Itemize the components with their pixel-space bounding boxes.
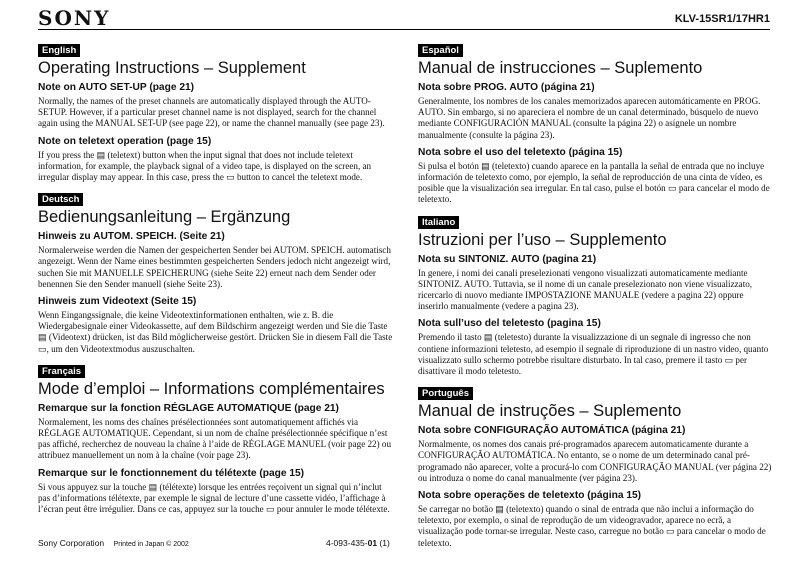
note-title: Note on AUTO SET-UP (page 21) <box>38 82 195 93</box>
note-body: Wenn Eingangssignale, die keine Videotextinformationen enthalten, wie z. B. die Wiedergabesignale einer Videokassette, auf dem Bildschirm angezeigt werden und Sie die Taste ▤ (Videotext) drücken, ist das Bild möglicherweise gestört. Drücken Sie in diesem Fall die Taste ▭, um den Videotextmodus auszuschalten. <box>38 310 393 354</box>
language-tag: Deutsch <box>38 193 83 206</box>
note-title: Remarque sur le fonctionnement du télétexte (page 15) <box>38 467 305 479</box>
section-title: Istruzioni per l’uso – Supplemento <box>418 230 667 249</box>
part-number-prefix: 4-093-435- <box>326 538 368 548</box>
section-deutsch <box>38 189 396 355</box>
sony-logo: SONY <box>38 6 111 30</box>
printed-note: Printed in Japan © 2002 <box>113 541 189 548</box>
note-title: Nota sobre CONFIGURAÇÃO AUTOMÁTICA (página 21) <box>418 425 686 437</box>
note-title: Nota sobre operações de teletexto (página 15) <box>418 490 642 502</box>
language-tag: Italiano <box>418 216 459 229</box>
note-title: Hinweis zu AUTOM. SPEICH. (Seite 21) <box>38 231 225 243</box>
note-title: Note on teletext operation (page 15) <box>38 135 212 147</box>
note-body: If you press the ▤ (teletext) button when the input signal that does not include teletext information, for example, the playback signal of a video tape, is displayed on the screen, an irregular display may appear. In this case, press the ▭ button to cancel the teletext mode. <box>38 149 372 183</box>
section-title: Operating Instructions – Supplement <box>38 59 306 77</box>
language-tag: English <box>38 44 80 57</box>
section-italiano <box>418 212 776 378</box>
note-body: Normalmente, os nomes dos canais pré-programados aparecem automaticamente durante a CONFIGURAÇÃO AUTOMÁTICA. No entanto, se o nome de um determinado canal pré-programado não aparecer, volte a procurá-lo com CONFIGURAÇÃO MANUAL (ver página 22) ou introduza o nome do canal manualmente (ver página 23). <box>418 439 772 483</box>
footer-part-number <box>326 538 390 548</box>
footer-company <box>38 538 189 548</box>
note-body: In genere, i nomi dei canali preselezionati vengono visualizzati automaticamente mediante SINTONIZ. AUTO. Tuttavia, se il nome di un canale preselezionato non viene visualizzato, ricercarlo di nuovo mediante IMPOSTAZIONE MANUALE (vedere a pagina 22) oppure inserirlo manualmente (vedere a pagina 23). <box>418 267 753 312</box>
note-body: Se carregar no botão ▤ (teletexto) quando o sinal de entrada que não inclui a informação do teletexto, por exemplo, o sinal de reprodução de um videogravador, aparece no ecrã, a visualização pode tornar-se irregular. Neste caso, carregue no botão ▭ para cancelar o modo de teletexto. <box>418 504 766 548</box>
note-body: Si vous appuyez sur la touche ▤ (télétexte) lorsque les entrées reçoivent un signal qui n’inclut pas d’informations télétexte, par exemple le signal de lecture d’une cassette vidéo, l’affichage à l’écran peut être irrégulier. Dans ce cas, appuyez sur la touche ▭ pour annuler le mode télétexte. <box>38 481 390 515</box>
note-body: Si pulsa el botón ▤ (teletexto) cuando aparece en la pantalla la señal de entrada que no incluye información de teletexto como, por ejemplo, la señal de reproducción de una cinta de vídeo, es posible que la visualización sea irregular. En tal caso, pulse el botón ▭ para cancelar el modo de teletexto. <box>418 160 770 205</box>
note-title: Nota sobre el uso del teletexto (página 15) <box>418 146 623 158</box>
section-title: Manual de instruções – Suplemento <box>418 402 682 421</box>
company-name: Sony Corporation <box>38 538 105 548</box>
section-title: Bedienungsanleitung – Ergänzung <box>38 208 291 227</box>
part-number-revision: 01 <box>367 538 378 548</box>
note-body: Normalement, les noms des chaînes présélectionnées sont automatiquement affichés via RÉGLAGE AUTOMATIQUE. Cependant, si un nom de chaîne présélectionnée spécifique n’est pas affiché, recherchez de nouveau la chaîne à l’aide de RÉGLAGE MANUEL (voir page 22) ou attribuez manuellement un nom à la chaîne (voir page 23). <box>38 416 391 461</box>
section-espanol <box>418 40 776 206</box>
note-body: Generalmente, los nombres de los canales memorizados aparecen automáticamente en PROG. AUTO. Sin embargo, si no apareciera el nombre de un canal determinado, búsquelo de nuevo mediante CONFIGURACIÓN MANUAL (consulte la página 22) o asígnele un nombre manualmente (consulte la página 23). <box>418 96 761 140</box>
note-title: Hinweis zum Videotext (Seite 15) <box>38 296 197 308</box>
part-number-suffix: (1) <box>377 538 390 548</box>
note-title: Remarque sur la fonction RÉGLAGE AUTOMATIQUE (page 21) <box>38 402 339 414</box>
note-body: Normally, the names of the preset channels are automatically displayed through the AUTO-SETUP. However, if a particular preset channel name is not displayed, search for the channel again using the MANUAL SET-UP (see page 22), or name the channel manually (see page 23). <box>38 96 385 129</box>
language-tag: Português <box>418 387 473 400</box>
language-tag: Español <box>418 44 463 57</box>
left-column <box>38 40 396 521</box>
note-title: Nota sull’uso del teletesto (pagina 15) <box>418 318 601 330</box>
section-title: Manual de instrucciones – Suplemento <box>418 59 703 77</box>
note-body: Premendo il tasto ▤ (teletesto) durante la visualizzazione di un segnale di ingresso che non contiene informazioni teletesto, ad esempio il segnale di riproduzione di un nastro video, quanto visualizzato sullo schermo potrebbe risultare disturbato. In tal caso, premere il tasto ▭ per disattivare il modo teletesto. <box>418 332 769 377</box>
note-title: Nota su SINTONIZ. AUTO (pagina 21) <box>418 253 597 265</box>
language-tag: Français <box>38 365 85 378</box>
note-body: Normalerweise werden die Namen der gespeicherten Sender bei AUTOM. SPEICH. automatisch angezeigt. Wenn der Name eines bestimmten gespeicherten Senders jedoch nicht angezeigt wird, suchen Sie mit MANUELLE SPEICHERUNG (siehe Seite 22) erneut nach dem Sender oder benennen Sie den Sender manuell (siehe Seite 23). <box>38 245 391 289</box>
note-title: Nota sobre PROG. AUTO (página 21) <box>418 82 595 93</box>
section-francais <box>38 361 396 515</box>
section-title: Mode d’emploi – Informations complémentaires <box>38 379 385 398</box>
right-column <box>418 40 776 555</box>
model-number: KLV-15SR1/17HR1 <box>674 13 770 25</box>
page-header <box>38 6 770 30</box>
section-english <box>38 40 396 183</box>
header-rule <box>38 29 770 30</box>
section-portugues <box>418 383 776 549</box>
